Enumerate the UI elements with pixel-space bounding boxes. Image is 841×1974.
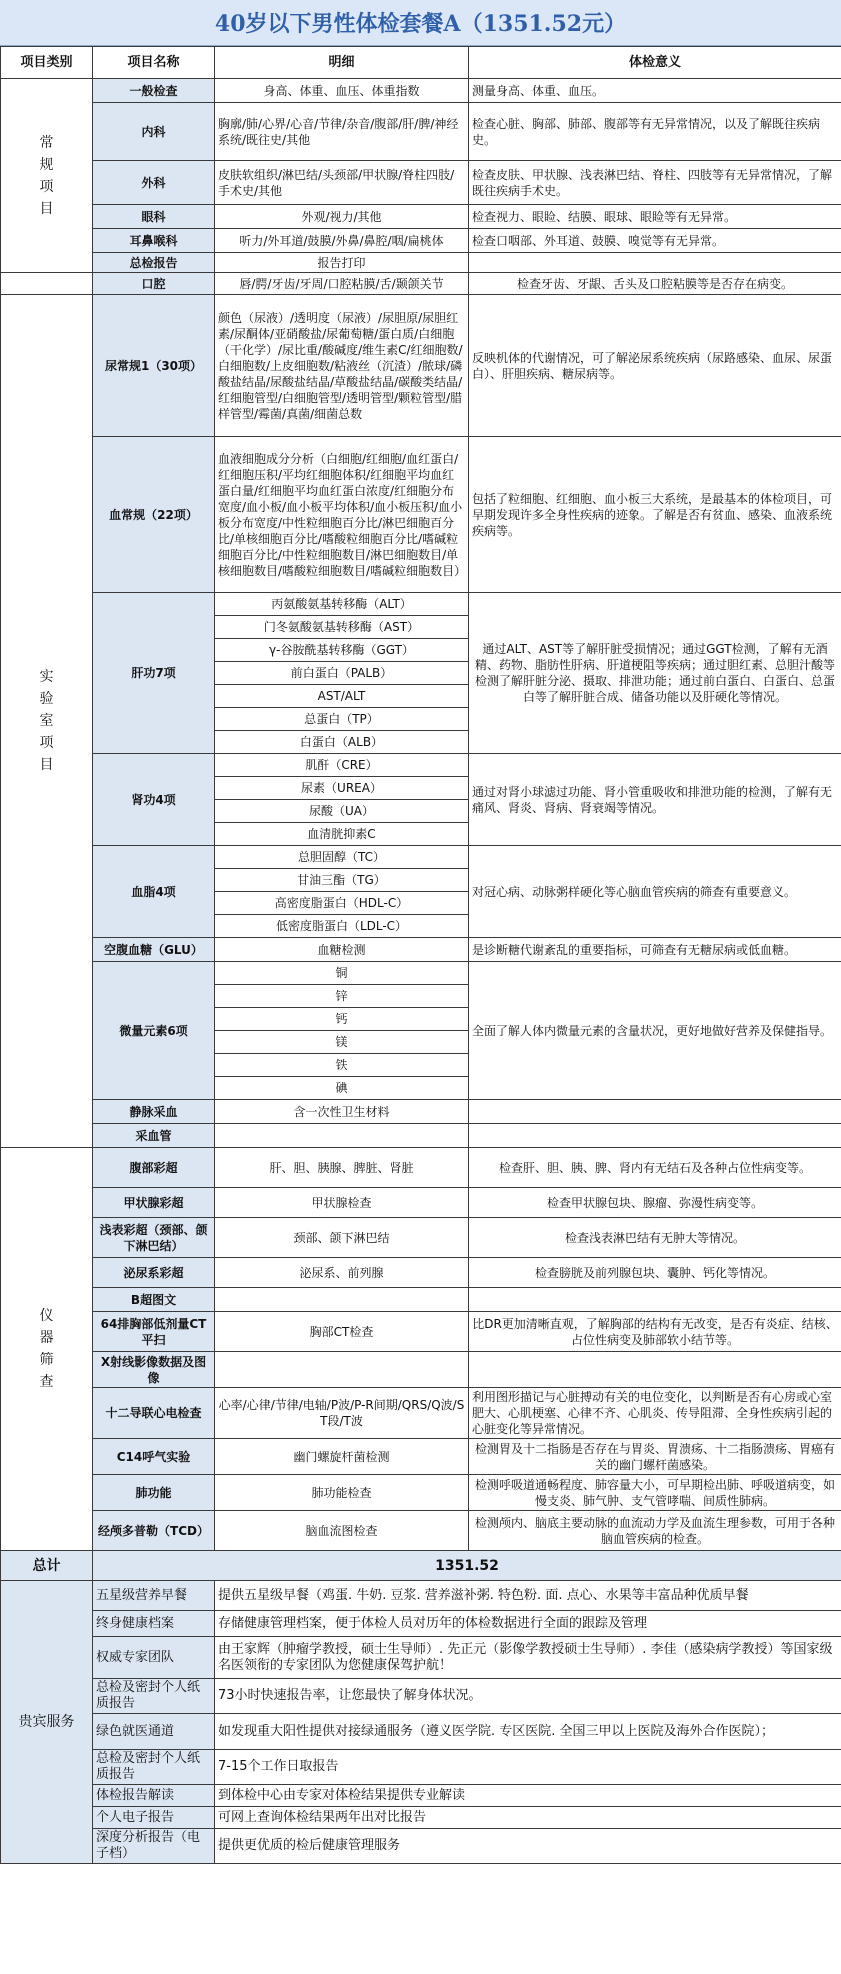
item-name: 总检报告: [93, 253, 215, 273]
table-row: [1, 161, 841, 205]
item-meaning: 测量身高、体重、血压。: [469, 79, 841, 103]
vip-row: [1, 1714, 841, 1750]
item-detail: 血清胱抑素C: [215, 823, 469, 846]
table-row: [1, 1511, 841, 1551]
service-desc: 73小时快速报告率，让您最快了解身体状况。: [215, 1679, 841, 1714]
item-detail: [215, 1288, 469, 1312]
item-meaning: 包括了粒细胞、红细胞、血小板三大系统，是最基本的体检项目，可早期发现许多全身性疾病的迹象。了解是否有贫血、感染、血液系统疾病等。: [469, 437, 841, 593]
item-meaning: [469, 1124, 841, 1148]
item-meaning: 利用图形描记与心脏搏动有关的电位变化，以判断是否有心房或心室肥大、心肌梗塞、心律不齐、心肌炎、传导阻滞、全身性疾病引起的心脏变化等异常情况。: [469, 1388, 841, 1439]
item-meaning: 检查心脏、胸部、肺部、腹部等有无异常情况，以及了解既往疾病史。: [469, 103, 841, 161]
service-desc: 7-15个工作日取报告: [215, 1750, 841, 1785]
item-detail: 报告打印: [215, 253, 469, 273]
service-name: 总检及密封个人纸质报告: [93, 1679, 215, 1714]
item-name: 甲状腺彩超: [93, 1188, 215, 1218]
item-name: 空腹血糖（GLU）: [93, 938, 215, 962]
table-row: [1, 1439, 841, 1475]
item-name: 十二导联心电检查: [93, 1388, 215, 1439]
service-name: 终身健康档案: [93, 1611, 215, 1637]
service-desc: 如发现重大阳性提供对接绿通服务（遵义医学院. 专区医院. 全国三甲以上医院及海外合作医院）；: [215, 1714, 841, 1750]
item-meaning: 全面了解人体内微量元素的含量状况，更好地做好营养及保健指导。: [469, 962, 841, 1100]
item-meaning: 检查牙齿、牙龈、舌头及口腔粘膜等是否存在病变。: [469, 273, 841, 295]
item-detail: 肝、胆、胰腺、脾脏、肾脏: [215, 1148, 469, 1188]
item-name: 采血管: [93, 1124, 215, 1148]
item-detail: 幽门螺旋杆菌检测: [215, 1439, 469, 1475]
vip-row: [1, 1807, 841, 1829]
table-row: [1, 1188, 841, 1218]
item-name: 外科: [93, 161, 215, 205]
item-meaning: 检查口咽部、外耳道、鼓膜、嗅觉等有无异常。: [469, 229, 841, 253]
item-name: 口腔: [93, 273, 215, 295]
item-detail: 甲状腺检查: [215, 1188, 469, 1218]
item-detail: 肌酐（CRE）: [215, 754, 469, 777]
item-name: C14呼气实验: [93, 1439, 215, 1475]
item-name: B超图文: [93, 1288, 215, 1312]
table-row: [1, 593, 841, 616]
item-detail: 甘油三酯（TG）: [215, 869, 469, 892]
service-desc: 提供五星级早餐（鸡蛋. 牛奶. 豆浆. 营养滋补粥. 特色粉. 面. 点心、水果等丰富品种优质早餐: [215, 1581, 841, 1611]
item-detail: 含一次性卫生材料: [215, 1100, 469, 1124]
table-row: [1, 1352, 841, 1388]
category-label: 常规项目: [39, 134, 54, 217]
item-detail: 胸廓/肺/心界/心音/节律/杂音/腹部/肝/脾/神经系统/既往史/其他: [215, 103, 469, 161]
item-meaning: 检查浅表淋巴结有无肿大等情况。: [469, 1218, 841, 1258]
table-row: [1, 962, 841, 985]
header-name: 项目名称: [93, 47, 215, 79]
item-name: 内科: [93, 103, 215, 161]
vip-row: [1, 1637, 841, 1679]
total-row: [1, 1551, 841, 1581]
service-desc: 存储健康管理档案，便于体检人员对历年的体检数据进行全面的跟踪及管理: [215, 1611, 841, 1637]
item-meaning: 检查膀胱及前列腺包块、囊肿、钙化等情况。: [469, 1258, 841, 1288]
item-name: 经颅多普勒（TCD）: [93, 1511, 215, 1551]
item-detail: 肺功能检查: [215, 1475, 469, 1511]
item-detail: 高密度脂蛋白（HDL-C）: [215, 892, 469, 915]
table-row: [1, 205, 841, 229]
item-name: 泌尿系彩超: [93, 1258, 215, 1288]
item-detail: 总蛋白（TP）: [215, 708, 469, 731]
item-detail: 血糖检测: [215, 938, 469, 962]
item-meaning: 检查视力、眼睑、结膜、眼球、眼睑等有无异常。: [469, 205, 841, 229]
item-name: X射线影像数据及图像: [93, 1352, 215, 1388]
category-cell: 贵宾服务: [1, 1581, 93, 1864]
item-name: 血常规（22项）: [93, 437, 215, 593]
item-detail: 泌尿系、前列腺: [215, 1258, 469, 1288]
table-row: [1, 754, 841, 777]
service-desc: 由王家辉（肿瘤学教授，硕士生导师）. 先正元（影像学教授硕士生导师）. 李佳（感染病学教授）等国家级名医领衔的专家团队为您健康保驾护航！: [215, 1637, 841, 1679]
header-detail: 明细: [215, 47, 469, 79]
item-detail: AST/ALT: [215, 685, 469, 708]
item-detail: [215, 1124, 469, 1148]
vip-row: [1, 1611, 841, 1637]
table-row: [1, 253, 841, 273]
item-detail: 低密度脂蛋白（LDL-C）: [215, 915, 469, 938]
table-row: [1, 295, 841, 437]
item-detail: 听力/外耳道/鼓膜/外鼻/鼻腔/咽/扁桃体: [215, 229, 469, 253]
service-name: 权威专家团队: [93, 1637, 215, 1679]
item-meaning: 比DR更加清晰直观，了解胸部的结构有无改变，是否有炎症、结核、占位性病变及肺部软小结节等。: [469, 1312, 841, 1352]
item-meaning: 检测颅内、脑底主要动脉的血流动力学及血流生理参数，可用于各种脑血管疾病的检查。: [469, 1511, 841, 1551]
item-meaning: 通过ALT、AST等了解肝脏受损情况；通过GGT检测，了解有无酒精、药物、脂肪性肝病、肝道梗阻等疾病；通过胆红素、总胆汁酸等检测了解肝脏分泌、摄取、排泄功能；通过前白蛋白、白蛋白、总蛋白等了解肝脏合成、储备功能以及肝硬化等情况。: [469, 593, 841, 754]
category-cell: [1, 1148, 93, 1551]
item-meaning: [469, 1352, 841, 1388]
service-name: 总检及密封个人纸质报告: [93, 1750, 215, 1785]
item-meaning: [469, 1288, 841, 1312]
table-row: [1, 103, 841, 161]
item-meaning: 对冠心病、动脉粥样硬化等心脑血管疾病的筛查有重要意义。: [469, 846, 841, 938]
vip-row: [1, 1679, 841, 1714]
item-meaning: 通过对肾小球滤过功能、肾小管重吸收和排泄功能的检测，了解有无痛风、肾炎、肾病、肾衰竭等情况。: [469, 754, 841, 846]
category-cell: [1, 295, 93, 1148]
item-meaning: 检测呼吸道通畅程度、肺容量大小，可早期检出肺、呼吸道病变，如慢支炎、肺气肿、支气管哮喘、间质性肺病。: [469, 1475, 841, 1511]
item-name: 血脂4项: [93, 846, 215, 938]
item-detail: 铜: [215, 962, 469, 985]
item-detail: 钙: [215, 1008, 469, 1031]
item-name: 一般检查: [93, 79, 215, 103]
item-detail: 门冬氨酸氨基转移酶（AST）: [215, 616, 469, 639]
item-detail: 锌: [215, 985, 469, 1008]
header-row: [1, 47, 841, 79]
table-row: [1, 1388, 841, 1439]
item-detail: 颈部、颌下淋巴结: [215, 1218, 469, 1258]
item-detail: 脑血流图检查: [215, 1511, 469, 1551]
service-desc: 到体检中心由专家对体检结果提供专业解读: [215, 1785, 841, 1807]
table-row: [1, 1148, 841, 1188]
table-row: [1, 938, 841, 962]
checkup-table: [0, 46, 841, 1864]
service-name: 体检报告解读: [93, 1785, 215, 1807]
service-name: 绿色就医通道: [93, 1714, 215, 1750]
item-detail: 外观/视力/其他: [215, 205, 469, 229]
item-detail: 碘: [215, 1077, 469, 1100]
service-name: 深度分析报告（电子档）: [93, 1829, 215, 1864]
item-detail: 血液细胞成分分析（白细胞/红细胞/血红蛋白/红细胞压积/平均红细胞体积/红细胞平均血红蛋白量/红细胞平均血红蛋白浓度/红细胞分布宽度/血小板/血小板平均体积/血小板压积/血小板分布宽度/中性粒细胞百分比/淋巴细胞百分比/单核细胞百分比/嗜酸粒细胞百分比/嗜碱粒细胞百分比/中性粒细胞数目/淋巴细胞数目/单核细胞数目/嗜酸粒细胞数目/嗜碱粒细胞数目）: [215, 437, 469, 593]
item-detail: 皮肤软组织/淋巴结/头颈部/甲状腺/脊柱四肢/手术史/其他: [215, 161, 469, 205]
total-value: 1351.52: [93, 1551, 841, 1581]
table-row: [1, 1124, 841, 1148]
item-detail: 镁: [215, 1031, 469, 1054]
item-meaning: 检查皮肤、甲状腺、浅表淋巴结、脊柱、四肢等有无异常情况，了解既往疾病手术史。: [469, 161, 841, 205]
item-meaning: [469, 253, 841, 273]
page-title: 40岁以下男性体检套餐A（1351.52元）: [0, 0, 841, 46]
item-name: 耳鼻喉科: [93, 229, 215, 253]
item-detail: 心率/心律/节律/电轴/P波/P-R间期/QRS/Q波/ST段/T波: [215, 1388, 469, 1439]
item-meaning: [469, 1100, 841, 1124]
category-label: 实验室项目: [39, 669, 54, 773]
vip-row: [1, 1581, 841, 1611]
item-detail: 前白蛋白（PALB）: [215, 662, 469, 685]
item-meaning: 是诊断糖代谢紊乱的重要指标，可筛查有无糖尿病或低血糖。: [469, 938, 841, 962]
item-name: 64排胸部低剂量CT平扫: [93, 1312, 215, 1352]
category-cell: [1, 79, 93, 273]
item-meaning: 检测胃及十二指肠是否存在与胃炎、胃溃疡、十二指肠溃疡、胃癌有关的幽门螺杆菌感染。: [469, 1439, 841, 1475]
item-name: 微量元素6项: [93, 962, 215, 1100]
service-name: 五星级营养早餐: [93, 1581, 215, 1611]
item-name: 尿常规1（30项）: [93, 295, 215, 437]
table-row: [1, 1218, 841, 1258]
item-name: 肝功7项: [93, 593, 215, 754]
item-detail: 丙氨酸氨基转移酶（ALT）: [215, 593, 469, 616]
header-category: 项目类别: [1, 47, 93, 79]
item-detail: 尿素（UREA）: [215, 777, 469, 800]
table-row: [1, 273, 841, 295]
table-row: [1, 1258, 841, 1288]
service-desc: 可网上查询体检结果两年出对比报告: [215, 1807, 841, 1829]
item-meaning: 检查肝、胆、胰、脾、肾内有无结石及各种占位性病变等。: [469, 1148, 841, 1188]
item-name: 浅表彩超（颈部、颌下淋巴结）: [93, 1218, 215, 1258]
item-name: 肺功能: [93, 1475, 215, 1511]
item-detail: 白蛋白（ALB）: [215, 731, 469, 754]
item-detail: 尿酸（UA）: [215, 800, 469, 823]
item-detail: 总胆固醇（TC）: [215, 846, 469, 869]
item-name: 眼科: [93, 205, 215, 229]
item-detail: 唇/腭/牙齿/牙周/口腔粘膜/舌/颞颌关节: [215, 273, 469, 295]
item-name: 肾功4项: [93, 754, 215, 846]
table-row: [1, 229, 841, 253]
vip-row: [1, 1785, 841, 1807]
table-row: [1, 1475, 841, 1511]
table-row: [1, 79, 841, 103]
service-desc: 提供更优质的检后健康管理服务: [215, 1829, 841, 1864]
item-name: 静脉采血: [93, 1100, 215, 1124]
item-detail: 胸部CT检查: [215, 1312, 469, 1352]
item-meaning: 检查甲状腺包块、腺瘤、弥漫性病变等。: [469, 1188, 841, 1218]
table-row: [1, 1312, 841, 1352]
category-cell-empty: [1, 273, 93, 295]
item-detail: 身高、体重、血压、体重指数: [215, 79, 469, 103]
item-detail: [215, 1352, 469, 1388]
table-row: [1, 1100, 841, 1124]
vip-row: [1, 1750, 841, 1785]
table-row: [1, 1288, 841, 1312]
category-label: 仪器筛查: [39, 1308, 54, 1390]
header-meaning: 体检意义: [469, 47, 841, 79]
item-detail: 铁: [215, 1054, 469, 1077]
item-meaning: 反映机体的代谢情况，可了解泌尿系统疾病（尿路感染、血尿、尿蛋白）、肝胆疾病、糖尿病等。: [469, 295, 841, 437]
table-row: [1, 437, 841, 593]
item-detail: 颜色（尿液）/透明度（尿液）/尿胆原/尿胆红素/尿酮体/亚硝酸盐/尿葡萄糖/蛋白质/白细胞（干化学）/尿比重/酸碱度/维生素C/红细胞数/白细胞数/上皮细胞数/粘液丝（沉渣）/脓球/磷酸盐结晶/尿酸盐结晶/草酸盐结晶/碳酸类结晶/红细胞管型/白细胞管型/透明管型/颗粒管型/腊样管型/霉菌/真菌/细菌总数: [215, 295, 469, 437]
service-name: 个人电子报告: [93, 1807, 215, 1829]
total-label: 总计: [1, 1551, 93, 1581]
item-detail: γ-谷胺酰基转移酶（GGT）: [215, 639, 469, 662]
table-row: [1, 846, 841, 869]
vip-row: [1, 1829, 841, 1864]
item-name: 腹部彩超: [93, 1148, 215, 1188]
